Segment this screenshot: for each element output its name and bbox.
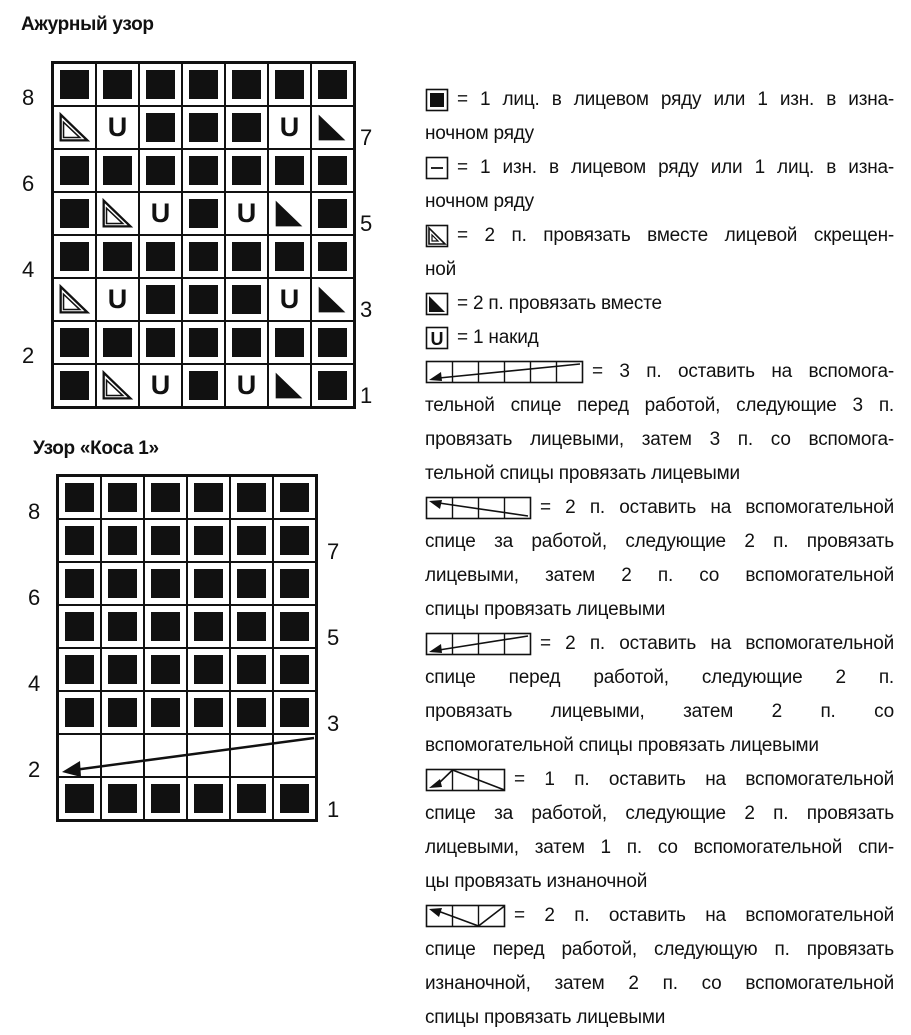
cable-cell bbox=[101, 648, 144, 691]
cable-cell bbox=[58, 476, 101, 519]
k2tog-legend-icon bbox=[425, 292, 449, 321]
cable-cell bbox=[230, 777, 273, 820]
lace-cell bbox=[311, 321, 354, 364]
knit-square-icon bbox=[189, 328, 218, 357]
lace-cell bbox=[225, 235, 268, 278]
knit-square-icon bbox=[237, 784, 266, 813]
cable-cell bbox=[144, 605, 187, 648]
knit-square-icon bbox=[232, 242, 261, 271]
lace-cell bbox=[182, 106, 225, 149]
lace-cell bbox=[182, 63, 225, 106]
lace-cell bbox=[268, 278, 311, 321]
lace-cell bbox=[96, 235, 139, 278]
lace-cell bbox=[139, 235, 182, 278]
knit-square-icon bbox=[194, 698, 223, 727]
cable-cell bbox=[273, 648, 316, 691]
lace-cell bbox=[225, 278, 268, 321]
cable-cell bbox=[230, 691, 273, 734]
lace-cell bbox=[225, 106, 268, 149]
cable-cell bbox=[58, 562, 101, 605]
cable-cell bbox=[273, 734, 316, 777]
knit-square-icon bbox=[232, 285, 261, 314]
knit-square-icon bbox=[108, 569, 137, 598]
knit-square-icon bbox=[60, 156, 89, 185]
lace-cell bbox=[96, 149, 139, 192]
knit-square-icon bbox=[189, 70, 218, 99]
knit-square-icon bbox=[146, 285, 175, 314]
cable-cell bbox=[58, 691, 101, 734]
legend-line: спице за работой, следующие 2 п. провязать bbox=[425, 803, 894, 824]
lace-cell bbox=[225, 149, 268, 192]
cable-row-label-7: 7 bbox=[327, 539, 340, 564]
knit-square-icon bbox=[318, 328, 347, 357]
knit-square-icon bbox=[108, 612, 137, 641]
knit-square-icon bbox=[60, 371, 89, 400]
yarn-over-glyph: U bbox=[236, 370, 257, 400]
knit-square-icon bbox=[232, 113, 261, 142]
knit-square-icon bbox=[65, 483, 94, 512]
legend-line: = 1 лиц. в лицевом ряду или 1 изн. в изна- bbox=[457, 89, 894, 110]
lace-cell bbox=[96, 364, 139, 407]
knit-square-icon bbox=[194, 655, 223, 684]
cable-cell bbox=[144, 476, 187, 519]
yarn-over-glyph: U bbox=[150, 370, 171, 400]
lace-cell bbox=[53, 235, 96, 278]
knit-square-icon bbox=[280, 483, 309, 512]
cable-cell bbox=[58, 648, 101, 691]
purl-legend-icon bbox=[425, 156, 449, 185]
knit-square-icon bbox=[318, 70, 347, 99]
cable-cell bbox=[273, 777, 316, 820]
lace-cell bbox=[225, 63, 268, 106]
knit-square-icon bbox=[151, 526, 180, 555]
knit-square-icon bbox=[151, 483, 180, 512]
knit-square-icon bbox=[103, 328, 132, 357]
knit-square-icon bbox=[318, 199, 347, 228]
cable-cell bbox=[144, 648, 187, 691]
cable-cell bbox=[273, 605, 316, 648]
legend-line: = 2 п. оставить на вспомогательной bbox=[514, 905, 894, 926]
cable-2x2-back-legend-icon bbox=[425, 496, 532, 525]
knit-square-icon bbox=[151, 569, 180, 598]
yarn-over-glyph: U bbox=[236, 198, 257, 228]
legend-line: лицевыми, затем 2 п. со вспомогательной bbox=[425, 565, 894, 586]
knit-square-icon bbox=[108, 526, 137, 555]
k2tog-icon bbox=[312, 279, 353, 320]
cable-cell bbox=[273, 519, 316, 562]
knit-square-icon bbox=[237, 483, 266, 512]
lace-cell bbox=[311, 192, 354, 235]
legend-line: вспомогательной спицы провязать лицевыми bbox=[425, 735, 819, 756]
k2tog-tbl-icon bbox=[97, 193, 138, 234]
legend-line: тельной спице перед работой, следующие 3 п. bbox=[425, 395, 894, 416]
svg-text:U: U bbox=[430, 329, 444, 349]
knit-square-icon bbox=[146, 156, 175, 185]
knit-square-icon bbox=[65, 526, 94, 555]
lace-cell bbox=[311, 364, 354, 407]
knit-square-icon bbox=[146, 70, 175, 99]
lace-cell bbox=[311, 106, 354, 149]
lace-cell bbox=[139, 364, 182, 407]
lace-cell bbox=[225, 364, 268, 407]
yo-legend-icon bbox=[425, 326, 449, 355]
cable-cell bbox=[144, 777, 187, 820]
legend-line: спице перед работой, следующие 2 п. bbox=[425, 667, 894, 688]
lace-cell bbox=[268, 63, 311, 106]
knit-square-icon bbox=[232, 328, 261, 357]
lace-cell bbox=[268, 149, 311, 192]
lace-cell bbox=[53, 278, 96, 321]
legend-line: изнаночной, затем 2 п. со вспомогательной bbox=[425, 973, 894, 994]
cable-cell bbox=[273, 562, 316, 605]
knit-square-icon bbox=[146, 328, 175, 357]
lace-cell bbox=[139, 192, 182, 235]
cable-cell bbox=[187, 648, 230, 691]
legend-line: ной bbox=[425, 259, 457, 280]
cable-cell bbox=[230, 562, 273, 605]
lace-cell bbox=[139, 149, 182, 192]
legend-line: тельной спицы провязать лицевыми bbox=[425, 463, 740, 484]
lace-pattern-title: Ажурный узор bbox=[21, 14, 154, 35]
k2tog-tbl-icon bbox=[97, 365, 138, 406]
lace-cell bbox=[311, 278, 354, 321]
lace-row-label-8: 8 bbox=[22, 85, 35, 110]
knit-square-icon bbox=[275, 242, 304, 271]
lace-cell bbox=[182, 235, 225, 278]
lace-row-label-6: 6 bbox=[22, 171, 35, 196]
lace-cell bbox=[53, 149, 96, 192]
knit-legend-icon bbox=[425, 88, 449, 117]
knit-square-icon bbox=[280, 612, 309, 641]
lace-cell bbox=[225, 321, 268, 364]
knit-square-icon bbox=[280, 655, 309, 684]
legend-line: спице перед работой, следующую п. провязать bbox=[425, 939, 894, 960]
cable-row-label-5: 5 bbox=[327, 625, 340, 650]
cable-cell bbox=[187, 777, 230, 820]
k2tog-tbl-icon bbox=[54, 279, 95, 320]
cable-cell bbox=[101, 476, 144, 519]
legend-line: = 2 п. провязать вместе лицевой скрещен- bbox=[457, 225, 894, 246]
cable-cell bbox=[273, 691, 316, 734]
k2tog-tbl-icon bbox=[54, 107, 95, 148]
cable-pattern-title: Узор «Коса 1» bbox=[33, 438, 159, 459]
knit-square-icon bbox=[280, 784, 309, 813]
knit-square-icon bbox=[189, 199, 218, 228]
cable-cell bbox=[230, 519, 273, 562]
yarn-over-glyph: U bbox=[107, 284, 128, 314]
knit-square-icon bbox=[108, 698, 137, 727]
knit-square-icon bbox=[108, 655, 137, 684]
lace-cell bbox=[182, 364, 225, 407]
cable-row-label-4: 4 bbox=[28, 671, 41, 696]
lace-row-label-2: 2 bbox=[22, 343, 35, 368]
knit-square-icon bbox=[65, 569, 94, 598]
cable-cell bbox=[101, 777, 144, 820]
cable-cell bbox=[230, 605, 273, 648]
knit-square-icon bbox=[103, 70, 132, 99]
cable-row-label-8: 8 bbox=[28, 499, 41, 524]
lace-cell bbox=[311, 149, 354, 192]
knit-square-icon bbox=[189, 113, 218, 142]
cable-row-label-2: 2 bbox=[28, 757, 41, 782]
knit-square-icon bbox=[194, 526, 223, 555]
lace-cell bbox=[53, 106, 96, 149]
knit-square-icon bbox=[60, 70, 89, 99]
legend-line: провязать лицевыми, затем 2 п. со bbox=[425, 701, 894, 722]
legend-line: провязать лицевыми, затем 3 п. со вспомога- bbox=[425, 429, 894, 450]
cable-cell bbox=[58, 519, 101, 562]
lace-cell bbox=[96, 192, 139, 235]
cable-cell bbox=[144, 691, 187, 734]
cable-cell bbox=[230, 734, 273, 777]
lace-row-label-7: 7 bbox=[360, 125, 373, 150]
knit-square-icon bbox=[237, 698, 266, 727]
knit-square-icon bbox=[151, 784, 180, 813]
k2tog-icon bbox=[269, 365, 310, 406]
lace-pattern-chart bbox=[51, 61, 356, 409]
knit-square-icon bbox=[103, 156, 132, 185]
knit-square-icon bbox=[318, 242, 347, 271]
knit-square-icon bbox=[280, 569, 309, 598]
legend-line: спицы провязать лицевыми bbox=[425, 1007, 666, 1028]
knit-square-icon bbox=[189, 285, 218, 314]
k2tog-icon bbox=[269, 193, 310, 234]
lace-row-label-4: 4 bbox=[22, 257, 35, 282]
knit-square-icon bbox=[237, 655, 266, 684]
cable-cell bbox=[101, 734, 144, 777]
lace-cell bbox=[225, 192, 268, 235]
knit-square-icon bbox=[237, 526, 266, 555]
knit-square-icon bbox=[280, 698, 309, 727]
legend-line: цы провязать изнаночной bbox=[425, 871, 648, 892]
lace-cell bbox=[53, 63, 96, 106]
k2tog-tbl-legend-icon bbox=[425, 224, 449, 253]
cable-2x2-front-legend-icon bbox=[425, 632, 532, 661]
lace-cell bbox=[96, 278, 139, 321]
legend-line: = 1 п. оставить на вспомогательной bbox=[514, 769, 894, 790]
lace-cell bbox=[311, 235, 354, 278]
knit-square-icon bbox=[60, 242, 89, 271]
knit-square-icon bbox=[275, 328, 304, 357]
knit-square-icon bbox=[146, 242, 175, 271]
knit-square-icon bbox=[65, 784, 94, 813]
cable-cell bbox=[101, 605, 144, 648]
lace-cell bbox=[182, 149, 225, 192]
knit-square-icon bbox=[151, 698, 180, 727]
knit-square-icon bbox=[194, 784, 223, 813]
knit-square-icon bbox=[65, 698, 94, 727]
lace-cell bbox=[268, 364, 311, 407]
knit-square-icon bbox=[280, 526, 309, 555]
legend-line: спицы провязать лицевыми bbox=[425, 599, 666, 620]
legend-line: спице за работой, следующие 2 п. провязать bbox=[425, 531, 894, 552]
yarn-over-glyph: U bbox=[107, 112, 128, 142]
cable-3x3-front-legend-icon bbox=[425, 360, 584, 389]
knit-square-icon bbox=[65, 655, 94, 684]
knit-square-icon bbox=[189, 242, 218, 271]
cable-pattern-chart bbox=[56, 474, 318, 822]
knit-square-icon bbox=[151, 655, 180, 684]
cable-2x1-front-purl-legend-icon bbox=[425, 904, 506, 933]
knit-square-icon bbox=[189, 156, 218, 185]
knit-square-icon bbox=[318, 371, 347, 400]
lace-cell bbox=[182, 278, 225, 321]
lace-cell bbox=[139, 321, 182, 364]
lace-cell bbox=[182, 321, 225, 364]
knit-square-icon bbox=[60, 199, 89, 228]
lace-cell bbox=[53, 321, 96, 364]
cable-cell bbox=[144, 734, 187, 777]
knit-square-icon bbox=[108, 784, 137, 813]
cable-cell bbox=[230, 476, 273, 519]
lace-cell bbox=[96, 106, 139, 149]
cable-cell bbox=[273, 476, 316, 519]
lace-row-label-5: 5 bbox=[360, 211, 373, 236]
knit-square-icon bbox=[275, 70, 304, 99]
lace-cell bbox=[53, 192, 96, 235]
knit-square-icon bbox=[318, 156, 347, 185]
knit-square-icon bbox=[151, 612, 180, 641]
knit-square-icon bbox=[232, 156, 261, 185]
cable-cell bbox=[230, 648, 273, 691]
knit-square-icon bbox=[237, 569, 266, 598]
lace-cell bbox=[139, 63, 182, 106]
yarn-over-glyph: U bbox=[150, 198, 171, 228]
cable-cell bbox=[101, 562, 144, 605]
knit-square-icon bbox=[103, 242, 132, 271]
cable-cell bbox=[187, 605, 230, 648]
lace-row-label-3: 3 bbox=[360, 297, 373, 322]
knit-square-icon bbox=[232, 70, 261, 99]
lace-row-label-1: 1 bbox=[360, 383, 373, 408]
k2tog-icon bbox=[312, 107, 353, 148]
legend-line: ночном ряду bbox=[425, 123, 534, 144]
lace-cell bbox=[96, 63, 139, 106]
cable-cell bbox=[101, 519, 144, 562]
cable-cell bbox=[187, 734, 230, 777]
cable-1x2-back-purl-legend-icon bbox=[425, 768, 506, 797]
cable-row-label-3: 3 bbox=[327, 711, 340, 736]
knit-square-icon bbox=[194, 483, 223, 512]
yarn-over-glyph: U bbox=[279, 284, 300, 314]
cable-cell bbox=[187, 691, 230, 734]
cable-row-label-1: 1 bbox=[327, 797, 340, 822]
legend-line: ночном ряду bbox=[425, 191, 534, 212]
legend-line: лицевыми, затем 1 п. со вспомогательной спи- bbox=[425, 837, 894, 858]
knit-square-icon bbox=[194, 612, 223, 641]
legend-line: = 2 п. провязать вместе bbox=[457, 293, 662, 314]
cable-cell bbox=[101, 691, 144, 734]
cable-cell bbox=[187, 476, 230, 519]
lace-cell bbox=[268, 235, 311, 278]
lace-cell bbox=[268, 192, 311, 235]
legend-line: = 2 п. оставить на вспомогательной bbox=[540, 497, 894, 518]
cable-cell bbox=[187, 519, 230, 562]
legend-line: = 2 п. оставить на вспомогательной bbox=[540, 633, 894, 654]
lace-cell bbox=[139, 278, 182, 321]
cable-row-label-6: 6 bbox=[28, 585, 41, 610]
cable-cell bbox=[58, 777, 101, 820]
knit-square-icon bbox=[65, 612, 94, 641]
lace-cell bbox=[53, 364, 96, 407]
lace-cell bbox=[96, 321, 139, 364]
knit-square-icon bbox=[189, 371, 218, 400]
legend-line: = 1 накид bbox=[457, 327, 539, 348]
lace-cell bbox=[139, 106, 182, 149]
lace-cell bbox=[311, 63, 354, 106]
legend-line: = 1 изн. в лицевом ряду или 1 лиц. в изна- bbox=[457, 157, 894, 178]
lace-cell bbox=[182, 192, 225, 235]
knit-square-icon bbox=[194, 569, 223, 598]
lace-cell bbox=[268, 106, 311, 149]
cable-cell bbox=[58, 605, 101, 648]
knit-square-icon bbox=[108, 483, 137, 512]
lace-cell bbox=[268, 321, 311, 364]
cable-cell bbox=[144, 562, 187, 605]
knit-square-icon bbox=[237, 612, 266, 641]
knit-square-icon bbox=[60, 328, 89, 357]
legend-line: = 3 п. оставить на вспомога- bbox=[592, 361, 894, 382]
cable-cell bbox=[58, 734, 101, 777]
knit-square-icon bbox=[146, 113, 175, 142]
cable-cell bbox=[144, 519, 187, 562]
yarn-over-glyph: U bbox=[279, 112, 300, 142]
knit-square-icon bbox=[275, 156, 304, 185]
cable-cell bbox=[187, 562, 230, 605]
